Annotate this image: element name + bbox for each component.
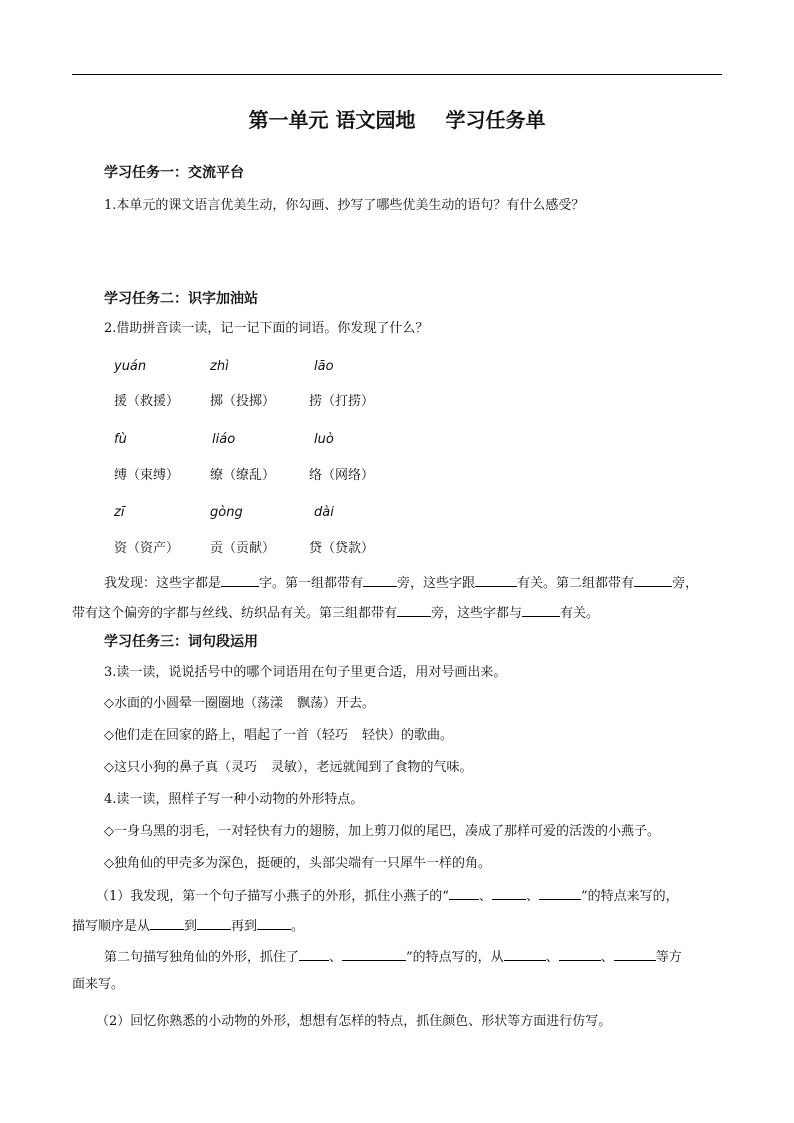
sentence-2: ◇他们走在回家的路上，唱起了一首（轻巧 轻快）的歌曲。 bbox=[104, 728, 454, 743]
fill-blank[interactable] bbox=[449, 885, 479, 900]
part2-line-1: 第二句描写独角仙的外形，抓住了 、 ”的特点写的，从 、 、 等方 bbox=[104, 946, 682, 967]
option[interactable]: 灵敏 bbox=[271, 760, 298, 775]
fill-blank[interactable] bbox=[559, 946, 601, 961]
title-unit: 第一单元 语文园地 bbox=[248, 108, 416, 132]
fill-blank[interactable] bbox=[504, 946, 546, 961]
part2-line-2: 面来写。 bbox=[72, 977, 125, 992]
fill-blank[interactable] bbox=[150, 915, 184, 930]
option[interactable]: 轻快 bbox=[362, 728, 389, 743]
word-yuan: 援（救援） bbox=[114, 394, 180, 409]
option[interactable]: 灵巧 bbox=[231, 760, 258, 775]
fill-blank[interactable] bbox=[475, 572, 517, 587]
question-1: 1.本单元的课文语言优美生动，你勾画、抄写了哪些优美生动的语句？有什么感受？ bbox=[104, 198, 585, 213]
word-zhi: 掷（投掷） bbox=[210, 394, 276, 409]
pinyin-luo: luò bbox=[314, 432, 334, 447]
pinyin-liao: liáo bbox=[212, 432, 236, 447]
fill-blank[interactable] bbox=[614, 946, 656, 961]
title-sheet: 学习任务单 bbox=[445, 108, 546, 132]
option[interactable]: 轻巧 bbox=[322, 728, 349, 743]
page-title bbox=[0, 104, 794, 133]
fill-blank[interactable] bbox=[397, 602, 431, 617]
pinyin-zhi: zhì bbox=[210, 359, 229, 374]
fill-blank[interactable] bbox=[539, 885, 581, 900]
fill-blank[interactable] bbox=[257, 915, 291, 930]
option[interactable]: 荡漾 bbox=[257, 696, 284, 711]
pinyin-gong: gòng bbox=[210, 505, 243, 520]
fill-blank[interactable] bbox=[522, 602, 560, 617]
question-2: 2.借助拼音读一读，记一记下面的词语。你发现了什么？ bbox=[104, 321, 429, 336]
sentence-3: ◇这只小狗的鼻子真（灵巧 灵敏），老远就闻到了食物的气味。 bbox=[104, 760, 473, 775]
task2-heading: 学习任务二：识字加油站 bbox=[104, 291, 258, 307]
fill-blank[interactable] bbox=[634, 572, 672, 587]
fill-blank[interactable] bbox=[197, 915, 231, 930]
example-beetle: ◇独角仙的甲壳多为深色，挺硬的，头部尖端有一只犀牛一样的角。 bbox=[104, 856, 491, 871]
pinyin-zi: zī bbox=[114, 505, 125, 520]
word-lao: 捞（打捞） bbox=[309, 394, 375, 409]
word-dai: 贷（贷款） bbox=[309, 541, 375, 556]
example-swallow: ◇一身乌黑的羽毛，一对轻快有力的翅膀，加上剪刀似的尾巴，凑成了那样可爱的活泼的小燕子。 bbox=[104, 824, 660, 839]
option[interactable]: 飘荡 bbox=[297, 696, 324, 711]
fill-blank[interactable] bbox=[299, 946, 329, 961]
task3-heading: 学习任务三：词句段运用 bbox=[104, 634, 258, 650]
task1-heading: 学习任务一：交流平台 bbox=[104, 165, 244, 181]
word-liao: 缭（缭乱） bbox=[210, 468, 276, 483]
word-zi: 资（资产） bbox=[114, 541, 180, 556]
sentence-1: ◇水面的小圆晕一圈圈地（荡漾 飘荡）开去。 bbox=[104, 696, 376, 711]
part1-line-2: 描写顺序是从 到 再到 。 bbox=[72, 915, 304, 936]
fill-blank[interactable] bbox=[342, 946, 406, 961]
pinyin-fu: fù bbox=[114, 432, 127, 447]
word-gong: 贡（贡献） bbox=[210, 541, 276, 556]
fill-blank[interactable] bbox=[492, 885, 526, 900]
fill-blank[interactable] bbox=[363, 572, 397, 587]
header-rule bbox=[72, 74, 722, 75]
word-fu: 缚（束缚） bbox=[114, 468, 180, 483]
pinyin-yuan: yuán bbox=[114, 359, 147, 374]
part1-line-1: （1）我发现，第一个句子描写小燕子的外形，抓住小燕子的“ 、 、 ”的特点来写的， bbox=[96, 885, 679, 906]
word-luo: 络（网络） bbox=[309, 468, 375, 483]
pinyin-dai: dài bbox=[314, 505, 334, 520]
pinyin-lao: lāo bbox=[314, 359, 334, 374]
question-3: 3.读一读，说说括号中的哪个词语用在句子里更合适，用对号画出来。 bbox=[104, 665, 507, 680]
discovery-line-2: 带有这个偏旁的字都与丝线、纺织品有关。第三组都带有 旁，这些字都与 有关。 bbox=[72, 602, 599, 623]
question-4: 4.读一读，照样子写一种小动物的外形特点。 bbox=[104, 792, 364, 807]
discovery-line-1: 我发现：这些字都是 字。第一组都带有 旁，这些字跟 有关。第二组都带有 旁， bbox=[104, 572, 698, 593]
fill-blank[interactable] bbox=[221, 572, 259, 587]
part-2-instruction: （2）回忆你熟悉的小动物的外形，想想有怎样的特点，抓住颜色、形状等方面进行仿写。 bbox=[96, 1014, 612, 1029]
